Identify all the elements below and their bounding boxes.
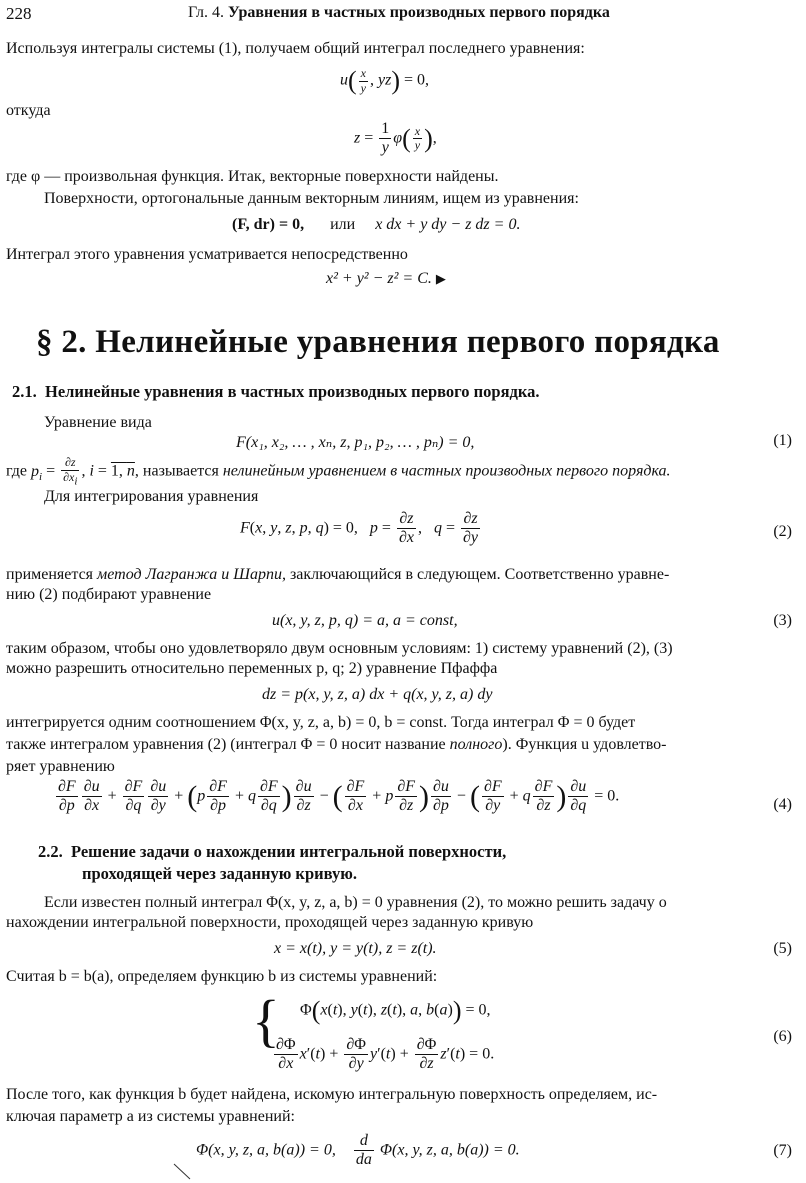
subsection-heading: 2.2. Решение задачи о нахождении интегральной поверхности, <box>38 842 507 861</box>
equation-number: (4) <box>773 796 792 813</box>
paragraph: где $p_i$ = $\frac{\partial z}{\partial x_i}$ , i = 1, n, называется нелинейным уравнением в частных производных первого порядка. <box>6 455 671 488</box>
paragraph: нахождении интегральной поверхности, проходящей через заданную кривую <box>6 914 534 931</box>
equation-general-integral: u( $\frac{x}{y}$ , yz) = 0, <box>340 65 430 95</box>
chapter-label: Гл. 4. <box>188 4 225 21</box>
left-brace: { <box>252 988 280 1053</box>
paragraph: Интеграл этого уравнения усматривается непосредственно <box>6 246 408 263</box>
stray-mark <box>172 1162 194 1182</box>
paragraph: можно разрешить относительно переменных p, q; 2) уравнение Пфаффа <box>6 660 498 677</box>
equation-5: x = x(t), y = y(t), z = z(t). <box>274 940 437 957</box>
paragraph: Поверхности, ортогональные данным векторным линиям, ищем из уравнения: <box>44 190 579 207</box>
chapter-title: Уравнения в частных производных первого порядка <box>228 4 610 21</box>
equation-6-line2: $\frac{\partial\Phi}{\partial x}$ x′(t) + $\frac{\partial\Phi}{\partial y}$ y′(t) + $\frac{\partial\Phi}{\partial z}$ z′(t) = 0. <box>276 1036 495 1073</box>
equation-number: (2) <box>773 523 792 540</box>
paragraph: После того, как функция b будет найдена, искомую интегральную поверхность определяем, ис- <box>6 1086 658 1103</box>
equation-6-line1: Φ(x(t), y(t), z(t), a, b(a)) = 0, <box>300 996 491 1025</box>
equation-pfaff: dz = p(x, y, z, a) dx + q(x, y, z, a) dy <box>262 686 493 703</box>
equation-number: (3) <box>773 612 792 629</box>
equation-c: x² + y² − z² = C. ▶ <box>326 270 446 287</box>
paragraph: Уравнение вида <box>44 414 152 431</box>
equation-4: $\frac{\partial F}{\partial p}$ $\frac{\partial u}{\partial x}$ + $\frac{\partial F}{\partial q}$ $\frac{\partial u}{\partial y}$ + (p $\frac{\partial F}{\partial p}$ + q $\frac{\partial F}{\partial q}$ ) $\frac{\partial u}{\partial z}$ − ( $\frac{\partial F}{\partial x}$ + p $\frac{\partial F}{\partial z}$ ) $\frac{\partial u}{\partial p}$ − ( $\frac{\partial F}{\partial y}$ + q $\frac{\partial F}{\partial z}$ ) $\frac{\partial u}{\partial q}$ = 0. <box>58 778 620 815</box>
equation-z: z = $\frac{1}{y}$ φ( $\frac{x}{y}$ ), <box>354 120 437 157</box>
equation-3: u(x, y, z, p, q) = a, a = const, <box>272 612 458 629</box>
equation-number: (7) <box>773 1142 792 1159</box>
paragraph: Для интегрирования уравнения <box>44 488 259 505</box>
paragraph: Считая b = b(a), определяем функцию b из системы уравнений: <box>6 968 438 985</box>
paragraph: откуда <box>6 102 51 119</box>
paragraph: Если известен полный интеграл Φ(x, y, z, a, b) = 0 уравнения (2), то можно решить задачу о <box>44 894 667 911</box>
paragraph: Используя интегралы системы (1), получаем общий интеграл последнего уравнения: <box>6 40 585 57</box>
equation-orthogonal: (F, dr) = 0, или x dx + y dy − z dz = 0. <box>232 216 521 233</box>
equation-1: F(x₁, x₂, … , xₙ, z, p₁, p₂, … , pₙ) = 0, <box>236 434 475 451</box>
paragraph: нию (2) подбирают уравнение <box>6 586 212 603</box>
paragraph: ключая параметр a из системы уравнений: <box>6 1108 295 1125</box>
equation-7: Φ(x, y, z, a, b(a)) = 0, $\frac{d}{da}$ Φ(x, y, z, a, b(a)) = 0. <box>196 1132 520 1169</box>
equation-number: (6) <box>773 1028 792 1045</box>
paragraph: ряет уравнению <box>6 758 115 775</box>
running-header <box>188 4 610 22</box>
section-heading: § 2. Нелинейные уравнения первого порядка <box>36 324 720 360</box>
paragraph: применяется метод Лагранжа и Шарпи, заключающийся в следующем. Соответственно уравне- <box>6 566 670 583</box>
paragraph: где φ — произвольная функция. Итак, векторные поверхности найдены. <box>6 168 499 185</box>
paragraph: интегрируется одним соотношением Φ(x, y, z, a, b) = 0, b = const. Тогда интеграл Φ = 0 будет <box>6 714 636 731</box>
paragraph: также интегралом уравнения (2) (интеграл Φ = 0 носит название полного). Функция u удовлетво- <box>6 736 667 753</box>
subsection-heading: 2.1. Нелинейные уравнения в частных производных первого порядка. <box>12 382 540 401</box>
equation-2: F(x, y, z, p, q) = 0, p = $\frac{\partial z}{\partial x}$ , q = $\frac{\partial z}{\partial y}$ <box>240 510 479 547</box>
paragraph: таким образом, чтобы оно удовлетворяло двум основным условиям: 1) систему уравнений (2), (3) <box>6 640 673 657</box>
subsection-heading-cont: проходящей через заданную кривую. <box>82 864 357 883</box>
page-number: 228 <box>6 4 32 23</box>
equation-number: (1) <box>773 432 792 449</box>
equation-number: (5) <box>773 940 792 957</box>
